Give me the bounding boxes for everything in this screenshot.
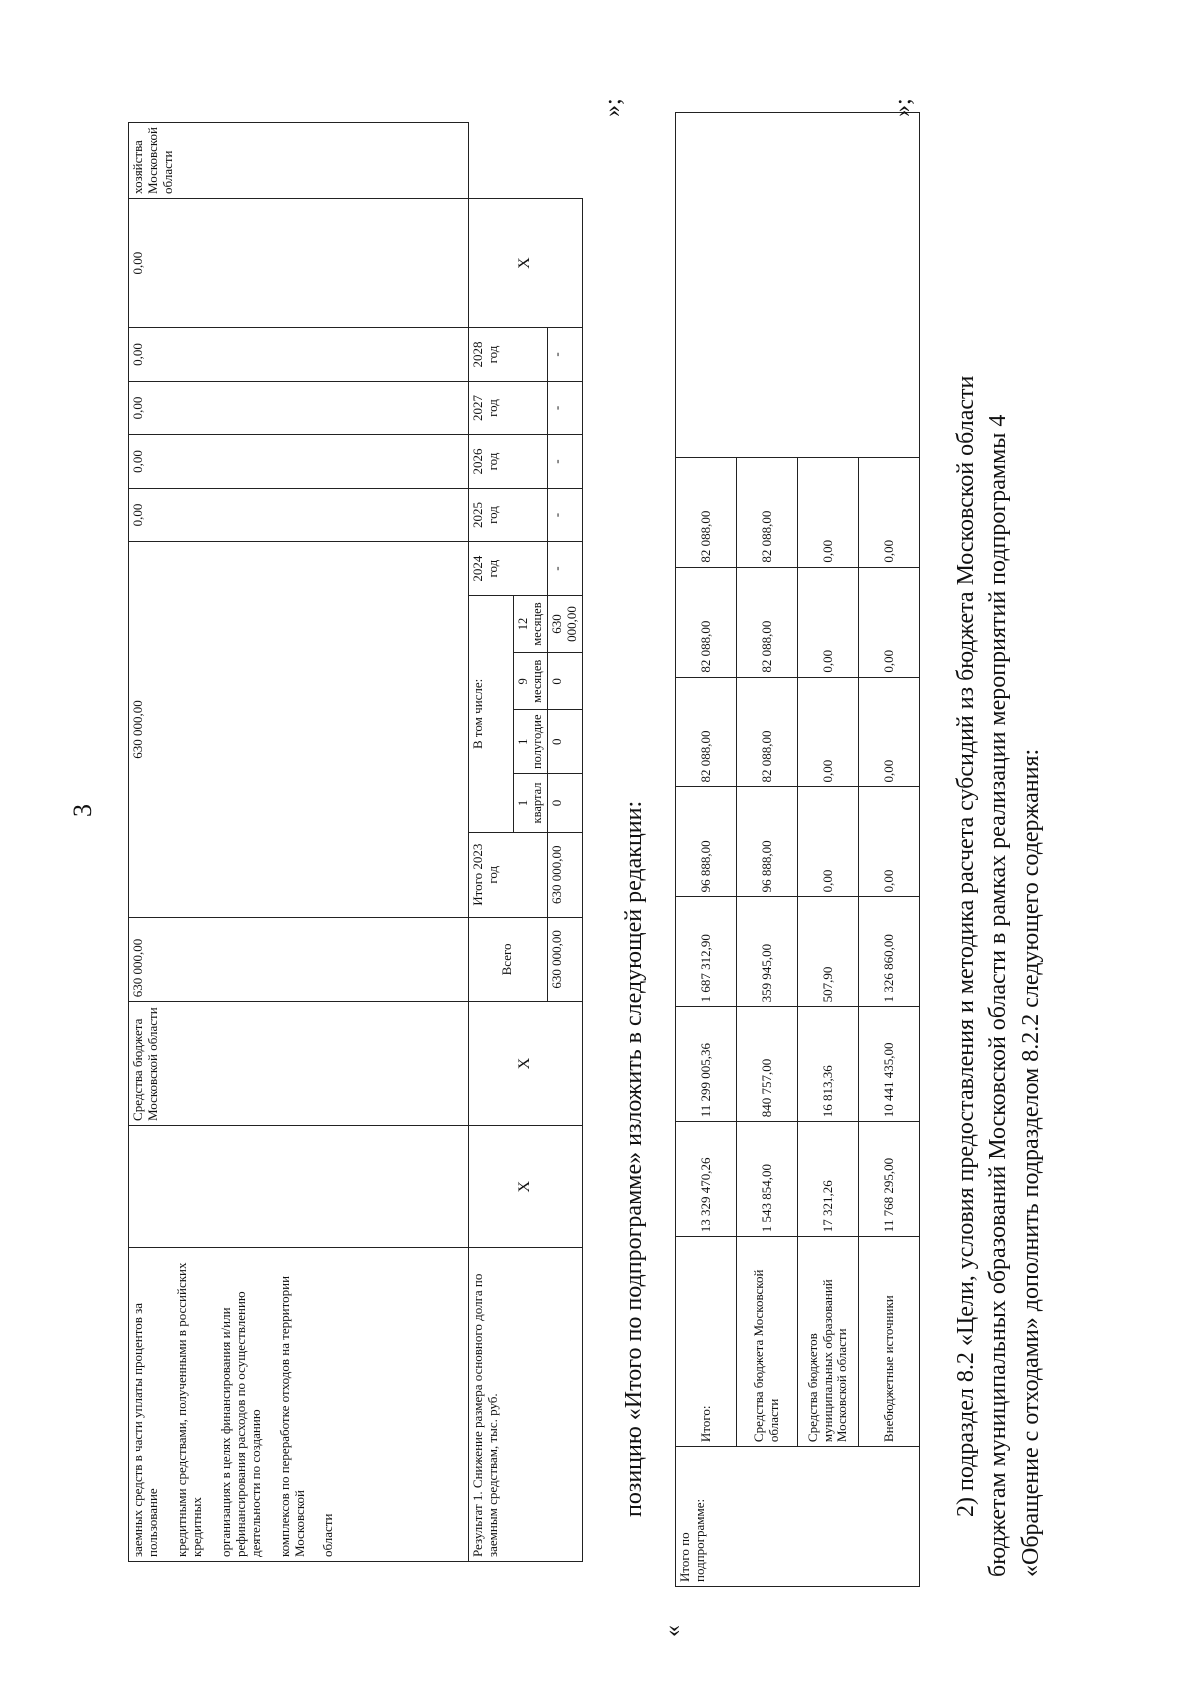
value-2026: 0,00	[859, 677, 920, 787]
source-cell: Средства бюджета Московской области	[737, 1237, 798, 1447]
value-2024: 1 687 312,90	[676, 897, 737, 1007]
header-including: В том числе:	[469, 595, 514, 832]
header-2026: 2026 год	[469, 435, 548, 489]
value-2025: 0,00	[798, 787, 859, 897]
value-2024: 1 326 860,00	[859, 897, 920, 1007]
x-mark: X	[469, 1002, 583, 1126]
value-2023: 16 813,36	[798, 1007, 859, 1122]
value-2024: 359 945,00	[737, 897, 798, 1007]
value-2028: 0,00	[129, 198, 469, 327]
total-cell: 11 768 295,00	[859, 1122, 920, 1237]
paragraph: позицию «Итого по подпрограмме» изложить в следующей редакции:	[621, 800, 647, 1517]
source-cell: Итого:	[676, 1237, 737, 1447]
value-2028: 82 088,00	[737, 457, 798, 567]
table-row	[129, 123, 469, 1562]
paragraph-line: 2) подраздел 8.2 «Цели, условия предоставления и методика расчета субсидий из бюджета Московской области	[953, 375, 979, 1517]
opening-quote: «	[660, 1625, 686, 1637]
value-2025: 96 888,00	[737, 787, 798, 897]
header-q1: 1 квартал	[514, 774, 548, 833]
value-2028: -	[547, 328, 582, 382]
desc-line: организациях в целях финансирования и/или рефинансирования расходов по осуществлению деятельности по созданию	[217, 1291, 263, 1557]
value-2027: -	[547, 381, 582, 435]
value-2027: 82 088,00	[737, 567, 798, 677]
total-value: 630 000,00	[129, 917, 469, 1002]
activity-table	[128, 122, 583, 1562]
value-m9: 0	[547, 653, 582, 710]
subprogram-label: Итого по подпрограмме:	[676, 1447, 920, 1587]
value-2023: 11 299 005,36	[676, 1007, 737, 1122]
value-2024: 0,00	[129, 488, 469, 542]
value-2026: 0,00	[129, 381, 469, 435]
value-m12: 630 000,00	[547, 595, 582, 652]
header-m12: 12 месяцев	[514, 595, 548, 652]
value-total: 630 000,00	[547, 917, 582, 1002]
value-h1: 0	[547, 710, 582, 774]
header-2027: 2027 год	[469, 381, 548, 435]
x-mark: X	[469, 198, 583, 327]
paragraph-subsection	[950, 97, 1047, 1577]
header-itogo-2023: Итого 2023 год	[469, 832, 548, 917]
result-description: Результат 1. Снижение размера основного долга по заемным средствам, тыс. руб.	[469, 1248, 583, 1562]
header-2025: 2025 год	[469, 488, 548, 542]
closing-quote: »;	[600, 98, 626, 117]
total-cell: 13 329 470,26	[676, 1122, 737, 1237]
value-2026: 82 088,00	[676, 677, 737, 787]
value-2028: 82 088,00	[676, 457, 737, 567]
value-2025: 96 888,00	[676, 787, 737, 897]
value-2025: 0,00	[859, 787, 920, 897]
x-mark: X	[469, 1125, 583, 1248]
responsible: хозяйства Московской области	[129, 123, 469, 199]
total-cell: 17 321,26	[798, 1122, 859, 1237]
empty-cell	[676, 113, 920, 458]
closing-quote: »;	[890, 98, 916, 117]
paragraph-line: бюджетам муниципальных образований Московской области в рамках реализации мероприятий подпрограммы 4	[985, 414, 1012, 1577]
value-2028: 0,00	[859, 457, 920, 567]
source-cell: Средства бюджетов муниципальных образований Московской области	[798, 1237, 859, 1447]
total-cell: 1 543 854,00	[737, 1122, 798, 1237]
funding-source: Средства бюджета Московской области	[129, 1002, 469, 1126]
table-row	[469, 123, 514, 1562]
header-total: Всего	[469, 917, 548, 1002]
value-2026: 82 088,00	[737, 677, 798, 787]
table-row	[676, 113, 737, 1587]
page-number: 3	[68, 804, 97, 817]
value-2026: 0,00	[798, 677, 859, 787]
header-m9: 9 месяцев	[514, 653, 548, 710]
value-q1: 0	[547, 774, 582, 833]
value-2023: 10 441 435,00	[859, 1007, 920, 1122]
value-2027: 82 088,00	[676, 567, 737, 677]
source-cell: Внебюджетные источники	[859, 1237, 920, 1447]
desc-line: комплексов по переработке отходов на территории Московской	[276, 1275, 307, 1557]
value-2024: 507,90	[798, 897, 859, 1007]
value-itogo-2023: 630 000,00	[547, 832, 582, 917]
header-2028: 2028 год	[469, 328, 548, 382]
paragraph-line: «Обращение с отходами» дополнить подразделом 8.2.2 следующего содержания:	[1017, 748, 1044, 1577]
desc-line: заемных средств в части уплаты процентов за пользование	[130, 1302, 160, 1557]
desc-line: области	[320, 1513, 336, 1557]
value-2025: -	[547, 488, 582, 542]
value-2024: -	[547, 542, 582, 596]
value-2026: -	[547, 435, 582, 489]
value-2025: 0,00	[129, 435, 469, 489]
value-2027: 0,00	[859, 567, 920, 677]
value-2023: 630 000,00	[129, 542, 469, 917]
header-h1: 1 полугодие	[514, 710, 548, 774]
value-2023: 840 757,00	[737, 1007, 798, 1122]
value-2027: 0,00	[798, 567, 859, 677]
subprogram-total-table	[675, 112, 920, 1587]
value-2028: 0,00	[798, 457, 859, 567]
empty-cell	[129, 1125, 469, 1248]
desc-line: кредитными средствами, полученными в российских кредитных	[173, 1262, 204, 1557]
header-2024: 2024 год	[469, 542, 548, 596]
activity-description	[129, 1248, 469, 1562]
value-2027: 0,00	[129, 328, 469, 382]
